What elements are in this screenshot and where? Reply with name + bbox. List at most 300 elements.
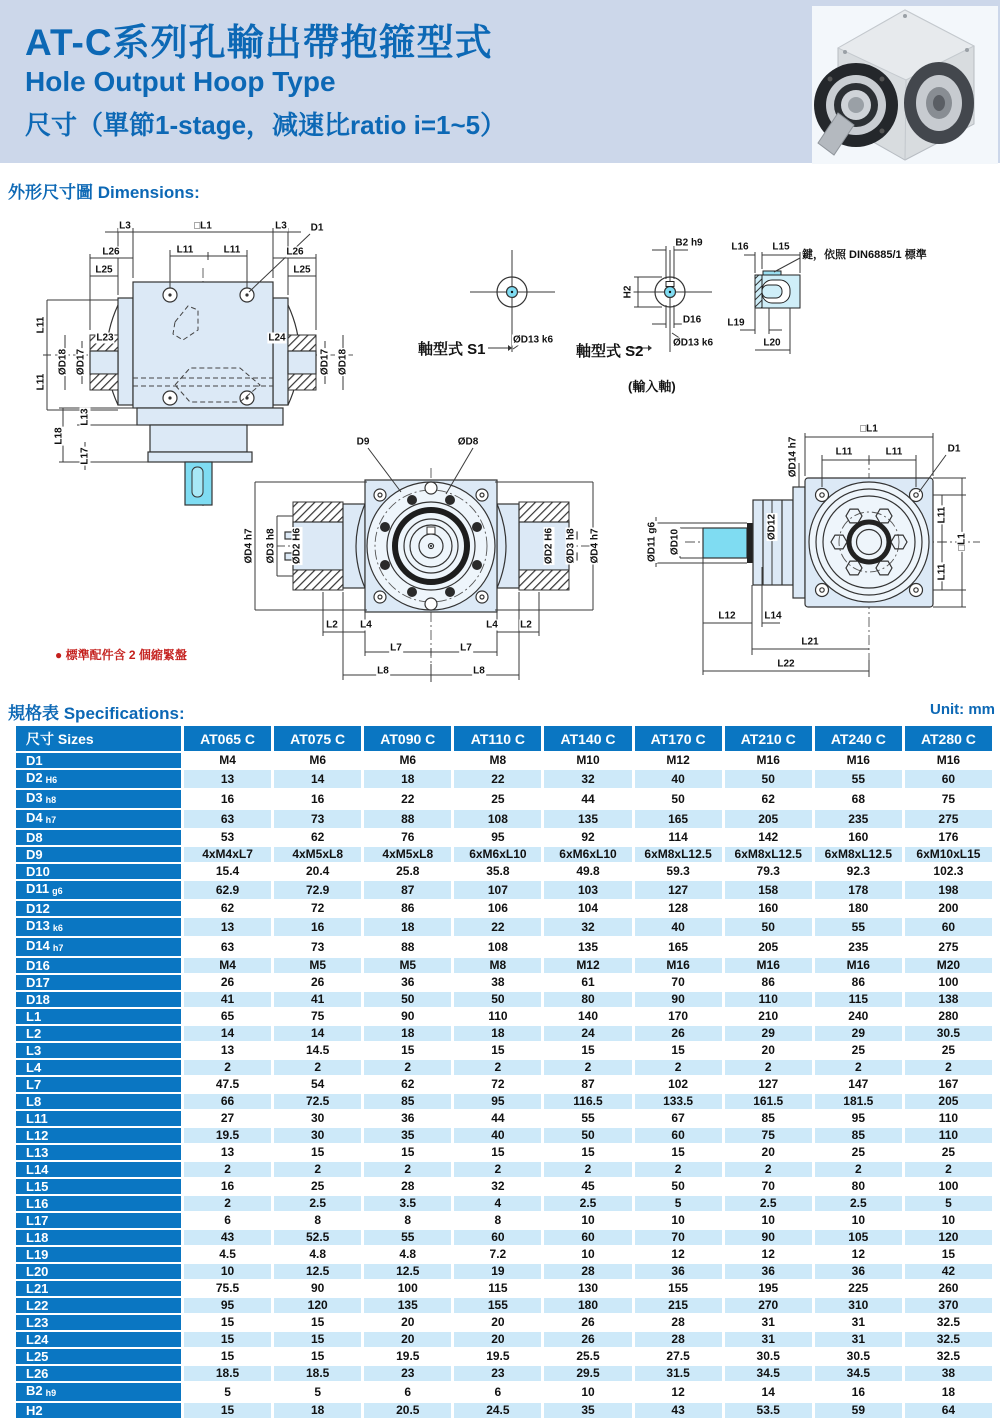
value-cell: 2 [725, 1162, 812, 1177]
value-cell: 10 [815, 1213, 902, 1228]
row-label [16, 881, 181, 899]
model-column-header: AT110 C [454, 726, 541, 751]
model-column-header: AT065 C [184, 726, 271, 751]
row-label-text: L16 [26, 1196, 49, 1211]
value-cell: 16 [274, 790, 361, 808]
value-cell: 68 [815, 790, 902, 808]
value-cell: 15 [184, 1315, 271, 1330]
table-row [16, 1009, 992, 1024]
row-label-text: L12 [26, 1128, 49, 1143]
dim-label: ØD11 g6 [646, 521, 658, 563]
value-cell: 6 [184, 1213, 271, 1228]
table-row [16, 1213, 992, 1228]
row-label-text: D4 [26, 810, 43, 825]
value-cell: 106 [454, 901, 541, 916]
value-cell: 20 [725, 1043, 812, 1058]
value-cell: 19 [454, 1264, 541, 1279]
dim-label: ØD3 h8 [265, 528, 277, 564]
dim-label: ØD13 k6 [672, 337, 714, 349]
value-cell: 10 [184, 1264, 271, 1279]
value-cell: 10 [544, 1383, 631, 1401]
value-cell: M16 [635, 958, 722, 973]
value-cell: 2.5 [544, 1196, 631, 1211]
table-row [16, 975, 992, 990]
value-cell: 76 [364, 830, 451, 845]
value-cell: 275 [905, 938, 992, 956]
value-cell: 41 [274, 992, 361, 1007]
value-cell: 95 [815, 1111, 902, 1126]
value-cell: 86 [364, 901, 451, 916]
value-cell: 15 [905, 1247, 992, 1262]
value-cell: 2 [274, 1060, 361, 1075]
value-cell: 26 [635, 1026, 722, 1041]
value-cell: 18.5 [184, 1366, 271, 1381]
dim-label: L25 [95, 264, 113, 276]
value-cell: 59 [815, 1403, 902, 1418]
row-label [16, 1009, 181, 1024]
value-cell: 73 [274, 810, 361, 828]
model-column-header: AT140 C [544, 726, 631, 751]
value-cell: 10 [544, 1247, 631, 1262]
value-cell: M16 [815, 958, 902, 973]
dim-label: ØD4 h7 [243, 528, 255, 564]
value-cell: 20.4 [274, 864, 361, 879]
value-cell: 110 [905, 1111, 992, 1126]
value-cell: 27.5 [635, 1349, 722, 1364]
value-cell: 240 [815, 1009, 902, 1024]
value-cell: 80 [815, 1179, 902, 1194]
value-cell: 6xM8xL12.5 [635, 847, 722, 862]
dim-label: ØD4 h7 [589, 528, 601, 564]
row-label [16, 1213, 181, 1228]
value-cell: 36 [635, 1264, 722, 1279]
value-cell: 31 [725, 1315, 812, 1330]
table-row [16, 1043, 992, 1058]
dim-label: L20 [763, 337, 781, 349]
value-cell: 34.5 [815, 1366, 902, 1381]
value-cell: 14.5 [274, 1043, 361, 1058]
dim-label: L11 [885, 446, 903, 458]
value-cell: 18.5 [274, 1366, 361, 1381]
table-row [16, 810, 992, 828]
value-cell: 62.9 [184, 881, 271, 899]
value-cell: 178 [815, 881, 902, 899]
value-cell: 25 [905, 1043, 992, 1058]
value-cell: 92.3 [815, 864, 902, 879]
face-view-diagram [235, 420, 635, 710]
row-label-text: L23 [26, 1315, 49, 1330]
header-banner [0, 0, 1000, 163]
value-cell: M5 [274, 958, 361, 973]
value-cell: 128 [635, 901, 722, 916]
row-label [16, 1111, 181, 1126]
value-cell: 4 [454, 1196, 541, 1211]
value-cell: 2 [635, 1060, 722, 1075]
value-cell: 38 [905, 1366, 992, 1381]
value-cell: 225 [815, 1281, 902, 1296]
row-label [16, 1094, 181, 1109]
value-cell: 120 [274, 1298, 361, 1313]
dim-label: L7 [460, 642, 472, 654]
value-cell: 62 [364, 1077, 451, 1092]
row-label-text: D10 [26, 864, 50, 879]
row-label [16, 1145, 181, 1160]
specs-section-heading: 規格表 Specifications: [8, 704, 185, 723]
row-label-text: D11 [26, 881, 50, 896]
table-row [16, 1315, 992, 1330]
value-cell: 25 [815, 1043, 902, 1058]
value-cell: 15 [364, 1043, 451, 1058]
value-cell: 235 [815, 938, 902, 956]
value-cell: 12 [815, 1247, 902, 1262]
value-cell: 18 [364, 1026, 451, 1041]
model-column-header: AT075 C [274, 726, 361, 751]
value-cell: 15 [274, 1315, 361, 1330]
row-label [16, 1179, 181, 1194]
value-cell: 20 [454, 1315, 541, 1330]
value-cell: 40 [454, 1128, 541, 1143]
value-cell: 115 [815, 992, 902, 1007]
value-cell: 50 [635, 1179, 722, 1194]
value-cell: M10 [544, 753, 631, 768]
value-cell: 30.5 [905, 1026, 992, 1041]
dim-label: □L1 [860, 423, 878, 435]
value-cell: 210 [725, 1009, 812, 1024]
value-cell: 13 [184, 1043, 271, 1058]
value-cell: 13 [184, 770, 271, 788]
table-row [16, 847, 992, 862]
table-row [16, 881, 992, 899]
value-cell: 18 [364, 770, 451, 788]
table-row [16, 1128, 992, 1143]
row-label-text: L18 [26, 1230, 49, 1245]
value-cell: 5 [274, 1383, 361, 1401]
value-cell: 32.5 [905, 1315, 992, 1330]
value-cell: 30.5 [815, 1349, 902, 1364]
row-label [16, 1298, 181, 1313]
table-header-row [16, 726, 992, 751]
value-cell: 36 [725, 1264, 812, 1279]
value-cell: 16 [184, 790, 271, 808]
value-cell: 127 [635, 881, 722, 899]
dim-label: D1 [947, 443, 961, 455]
page-title-english: Hole Output Hoop Type [25, 66, 336, 97]
row-label-text: L13 [26, 1145, 49, 1160]
table-row [16, 1077, 992, 1092]
value-cell: 95 [184, 1298, 271, 1313]
value-cell: 42 [905, 1264, 992, 1279]
model-column-header: AT210 C [725, 726, 812, 751]
value-cell: 4.8 [364, 1247, 451, 1262]
value-cell: 147 [815, 1077, 902, 1092]
value-cell: 92 [544, 830, 631, 845]
value-cell: 38 [454, 975, 541, 990]
value-cell: 29 [725, 1026, 812, 1041]
row-label-text: L19 [26, 1247, 49, 1262]
value-cell: 142 [725, 830, 812, 845]
value-cell: 16 [274, 918, 361, 936]
value-cell: 2 [364, 1060, 451, 1075]
value-cell: 35 [544, 1403, 631, 1418]
value-cell: M16 [815, 753, 902, 768]
value-cell: 18 [364, 918, 451, 936]
value-cell: 32 [544, 918, 631, 936]
value-cell: 20.5 [364, 1403, 451, 1418]
value-cell: 72.5 [274, 1094, 361, 1109]
value-cell: 31 [815, 1315, 902, 1330]
value-cell: 127 [725, 1077, 812, 1092]
value-cell: 135 [364, 1298, 451, 1313]
specifications-table [13, 724, 995, 1420]
table-row [16, 1281, 992, 1296]
value-cell: 14 [274, 1026, 361, 1041]
dim-label: □L1 [194, 220, 212, 232]
table-row [16, 1230, 992, 1245]
value-cell: 19.5 [184, 1128, 271, 1143]
table-row [16, 864, 992, 879]
value-cell: 15 [274, 1145, 361, 1160]
value-cell: M8 [454, 753, 541, 768]
table-row [16, 830, 992, 845]
value-cell: 95 [454, 830, 541, 845]
table-row [16, 1247, 992, 1262]
shaft-type-s1-caption: 軸型式 S1 [418, 341, 486, 358]
value-cell: 10 [905, 1213, 992, 1228]
gearbox-photo [812, 6, 998, 164]
value-cell: M20 [905, 958, 992, 973]
row-label [16, 753, 181, 768]
value-cell: 72 [274, 901, 361, 916]
value-cell: M6 [364, 753, 451, 768]
value-cell: 155 [454, 1298, 541, 1313]
value-cell: 25 [905, 1145, 992, 1160]
table-row [16, 938, 992, 956]
value-cell: 80 [544, 992, 631, 1007]
value-cell: 85 [725, 1111, 812, 1126]
value-cell: 4xM5xL8 [364, 847, 451, 862]
value-cell: 235 [815, 810, 902, 828]
row-label [16, 1077, 181, 1092]
value-cell: 3.5 [364, 1196, 451, 1211]
value-cell: 10 [725, 1213, 812, 1228]
value-cell: 110 [725, 992, 812, 1007]
table-row [16, 1383, 992, 1401]
value-cell: 116.5 [544, 1094, 631, 1109]
row-label [16, 830, 181, 845]
side-view-diagram [630, 405, 1000, 695]
value-cell: 167 [905, 1077, 992, 1092]
value-cell: 15 [184, 1349, 271, 1364]
value-cell: 2 [184, 1162, 271, 1177]
value-cell: 87 [364, 881, 451, 899]
value-cell: 200 [905, 901, 992, 916]
dim-label: L11 [223, 244, 241, 256]
dim-label: L22 [777, 658, 795, 670]
value-cell: 100 [905, 975, 992, 990]
value-cell: 88 [364, 938, 451, 956]
row-label-text: L17 [26, 1213, 49, 1228]
row-label-text: B2 [26, 1383, 43, 1398]
value-cell: 50 [364, 992, 451, 1007]
dim-label: L26 [102, 246, 120, 258]
row-label-text: L1 [26, 1009, 42, 1024]
row-label-text: L15 [26, 1179, 49, 1194]
value-cell: 62 [184, 901, 271, 916]
value-cell: 24 [544, 1026, 631, 1041]
dim-label: L2 [520, 619, 532, 631]
dim-label: ØD18 [57, 348, 69, 376]
value-cell: 6 [454, 1383, 541, 1401]
row-label-text: L25 [26, 1349, 49, 1364]
value-cell: 35.8 [454, 864, 541, 879]
value-cell: 2 [905, 1060, 992, 1075]
value-cell: 16 [184, 1179, 271, 1194]
value-cell: 66 [184, 1094, 271, 1109]
row-label [16, 1366, 181, 1381]
value-cell: 198 [905, 881, 992, 899]
dim-label: L4 [360, 619, 372, 631]
value-cell: 55 [815, 770, 902, 788]
value-cell: 72.9 [274, 881, 361, 899]
row-label-text: D9 [26, 847, 43, 862]
value-cell: 15 [635, 1043, 722, 1058]
dim-label: L13 [79, 408, 91, 426]
value-cell: 31 [815, 1332, 902, 1347]
row-label [16, 918, 181, 936]
value-cell: 90 [635, 992, 722, 1007]
value-cell: 32.5 [905, 1349, 992, 1364]
value-cell: 55 [544, 1111, 631, 1126]
row-label-tolerance: g6 [52, 886, 63, 896]
row-label [16, 901, 181, 916]
value-cell: 4xM5xL8 [274, 847, 361, 862]
value-cell: 50 [725, 770, 812, 788]
value-cell: 120 [905, 1230, 992, 1245]
value-cell: 2 [454, 1060, 541, 1075]
value-cell: 108 [454, 810, 541, 828]
row-label [16, 1162, 181, 1177]
dim-label: L23 [96, 332, 114, 344]
value-cell: 75.5 [184, 1281, 271, 1296]
value-cell: 70 [725, 1179, 812, 1194]
value-cell: 12.5 [364, 1264, 451, 1279]
value-cell: 26 [184, 975, 271, 990]
value-cell: 60 [544, 1230, 631, 1245]
model-column-header: AT280 C [905, 726, 992, 751]
row-label [16, 1349, 181, 1364]
value-cell: 180 [815, 901, 902, 916]
value-cell: 280 [905, 1009, 992, 1024]
value-cell: 47.5 [184, 1077, 271, 1092]
table-row [16, 1162, 992, 1177]
value-cell: 181.5 [815, 1094, 902, 1109]
dim-label: L17 [79, 447, 91, 465]
value-cell: 62 [725, 790, 812, 808]
row-label [16, 1230, 181, 1245]
value-cell: 36 [364, 1111, 451, 1126]
row-label-text: L14 [26, 1162, 49, 1177]
value-cell: 15 [544, 1145, 631, 1160]
value-cell: 275 [905, 810, 992, 828]
row-label [16, 790, 181, 808]
value-cell: 43 [184, 1230, 271, 1245]
table-row [16, 1060, 992, 1075]
shaft-type-s2-caption: 軸型式 S2 [576, 343, 644, 360]
value-cell: 26 [544, 1332, 631, 1347]
value-cell: 64 [905, 1403, 992, 1418]
unit-label: Unit: mm [930, 701, 995, 718]
row-label-text: L3 [26, 1043, 42, 1058]
value-cell: 63 [184, 810, 271, 828]
row-label [16, 1043, 181, 1058]
value-cell: 25 [815, 1145, 902, 1160]
table-row [16, 1094, 992, 1109]
value-cell: 29.5 [544, 1366, 631, 1381]
value-cell: 15 [454, 1145, 541, 1160]
row-label-text: D1 [26, 753, 43, 768]
value-cell: 22 [454, 770, 541, 788]
value-cell: 12 [635, 1383, 722, 1401]
value-cell: 59.3 [635, 864, 722, 879]
value-cell: 50 [635, 790, 722, 808]
value-cell: 19.5 [364, 1349, 451, 1364]
dim-label: L16 [731, 241, 749, 253]
dim-label: D16 [682, 314, 702, 326]
value-cell: 100 [364, 1281, 451, 1296]
value-cell: 270 [725, 1298, 812, 1313]
value-cell: M12 [635, 753, 722, 768]
value-cell: 28 [364, 1179, 451, 1194]
value-cell: 12 [725, 1247, 812, 1262]
value-cell: 85 [815, 1128, 902, 1143]
value-cell: M5 [364, 958, 451, 973]
value-cell: M4 [184, 753, 271, 768]
row-label-tolerance: k6 [52, 923, 63, 933]
dim-label: ØD17 [75, 348, 87, 376]
dim-label: L11 [35, 316, 47, 334]
value-cell: 14 [725, 1383, 812, 1401]
value-cell: 102 [635, 1077, 722, 1092]
value-cell: 103 [544, 881, 631, 899]
value-cell: 34.5 [725, 1366, 812, 1381]
value-cell: 8 [364, 1213, 451, 1228]
dim-label: ØD18 [337, 348, 349, 376]
value-cell: 90 [364, 1009, 451, 1024]
value-cell: 102.3 [905, 864, 992, 879]
value-cell: 15 [544, 1043, 631, 1058]
row-label [16, 1247, 181, 1262]
value-cell: 26 [544, 1315, 631, 1330]
value-cell: 32 [454, 1179, 541, 1194]
value-cell: 73 [274, 938, 361, 956]
value-cell: 62 [274, 830, 361, 845]
table-row [16, 958, 992, 973]
row-label-tolerance: h9 [45, 1388, 57, 1398]
value-cell: 43 [635, 1403, 722, 1418]
value-cell: 2 [364, 1162, 451, 1177]
value-cell: 18 [454, 1026, 541, 1041]
dim-label: L3 [119, 220, 131, 232]
value-cell: 2 [184, 1060, 271, 1075]
value-cell: 2 [635, 1162, 722, 1177]
row-label [16, 992, 181, 1007]
value-cell: M16 [905, 753, 992, 768]
value-cell: 25 [274, 1179, 361, 1194]
value-cell: 88 [364, 810, 451, 828]
row-label-text: L7 [26, 1077, 42, 1092]
dim-label: ØD8 [457, 436, 479, 448]
row-label-text: D8 [26, 830, 43, 845]
